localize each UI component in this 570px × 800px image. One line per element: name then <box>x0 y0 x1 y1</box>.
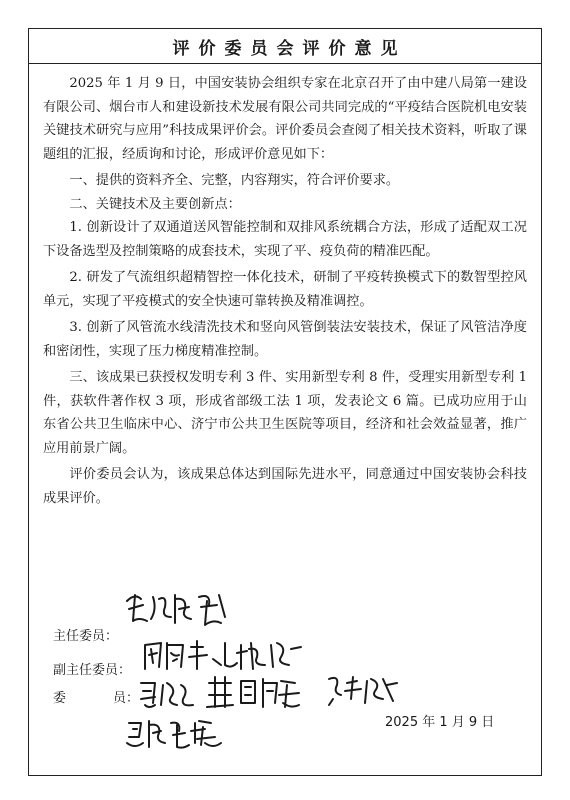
conclusion-paragraph: 评价委员会认为，该成果总体达到国际先进水平，同意通过中国安装协会科技成果评价。 <box>43 467 527 506</box>
member-signature-4 <box>125 713 235 753</box>
chair-label: 主任委员： <box>53 629 119 644</box>
document-title: 评价委员会评价意见 <box>172 38 407 59</box>
point-three: 三、该成果已获授权发明专利 3 件、实用新型专利 8 件，受理实用新型专利 1 件，获软件著作权 3 项，形成省部级工法 1 项，发表论文 6 篇。已成功应用于山东省公共卫生临床中心、济宁市公共卫生医院等项目，经济和社会效益显著，推广应用前景广阔。 <box>43 370 527 456</box>
member-label-char: 委 <box>53 691 67 706</box>
innovation-1: 1. 创新设计了双通道送风智能控制和双排风系统耦合方法，形成了适配双工况下设备选型及控制策略的成套技术，实现了平、疫负荷的精准匹配。 <box>43 220 527 259</box>
signing-date: 2025 年 1 月 9 日 <box>385 715 495 730</box>
point-one: 一、提供的资料齐全、完整，内容翔实，符合评价要求。 <box>69 173 400 188</box>
opinion-body <box>29 64 541 510</box>
member-signature-1 <box>137 675 207 711</box>
vice-chair-signature <box>141 635 311 675</box>
member-label: 员： <box>113 691 140 706</box>
review-opinion-form <box>28 28 542 776</box>
title-row <box>29 29 541 64</box>
signature-area <box>29 589 541 779</box>
innovation-2: 2. 研发了气流组织超精智控一体化技术，研制了平疫转换模式下的数智型控风单元，实现了平疫模式的安全快速可靠转换及精准调控。 <box>43 270 527 309</box>
innovation-3: 3. 创新了风管流水线清洗技术和竖向风管倒装法安装技术，保证了风管洁净度和密闭性，实现了压力梯度精准控制。 <box>43 320 527 359</box>
chair-signature <box>121 587 241 629</box>
intro-paragraph: 2025 年 1 月 9 日，中国安装协会组织专家在北京召开了由中建八局第一建设有限公司、烟台市人和建设新技术发展有限公司共同完成的“平疫结合医院机电安装关键技术研究与应用”科技成果评价会。评价委员会查阅了相关技术资料，听取了课题组的汇报，经质询和讨论，形成评价意见如下： <box>43 76 527 162</box>
member-signature-2 <box>205 673 305 713</box>
member-signature-3 <box>325 671 405 707</box>
point-two-heading: 二、关键技术及主要创新点： <box>69 196 241 212</box>
vice-chair-label: 副主任委员： <box>53 663 132 678</box>
